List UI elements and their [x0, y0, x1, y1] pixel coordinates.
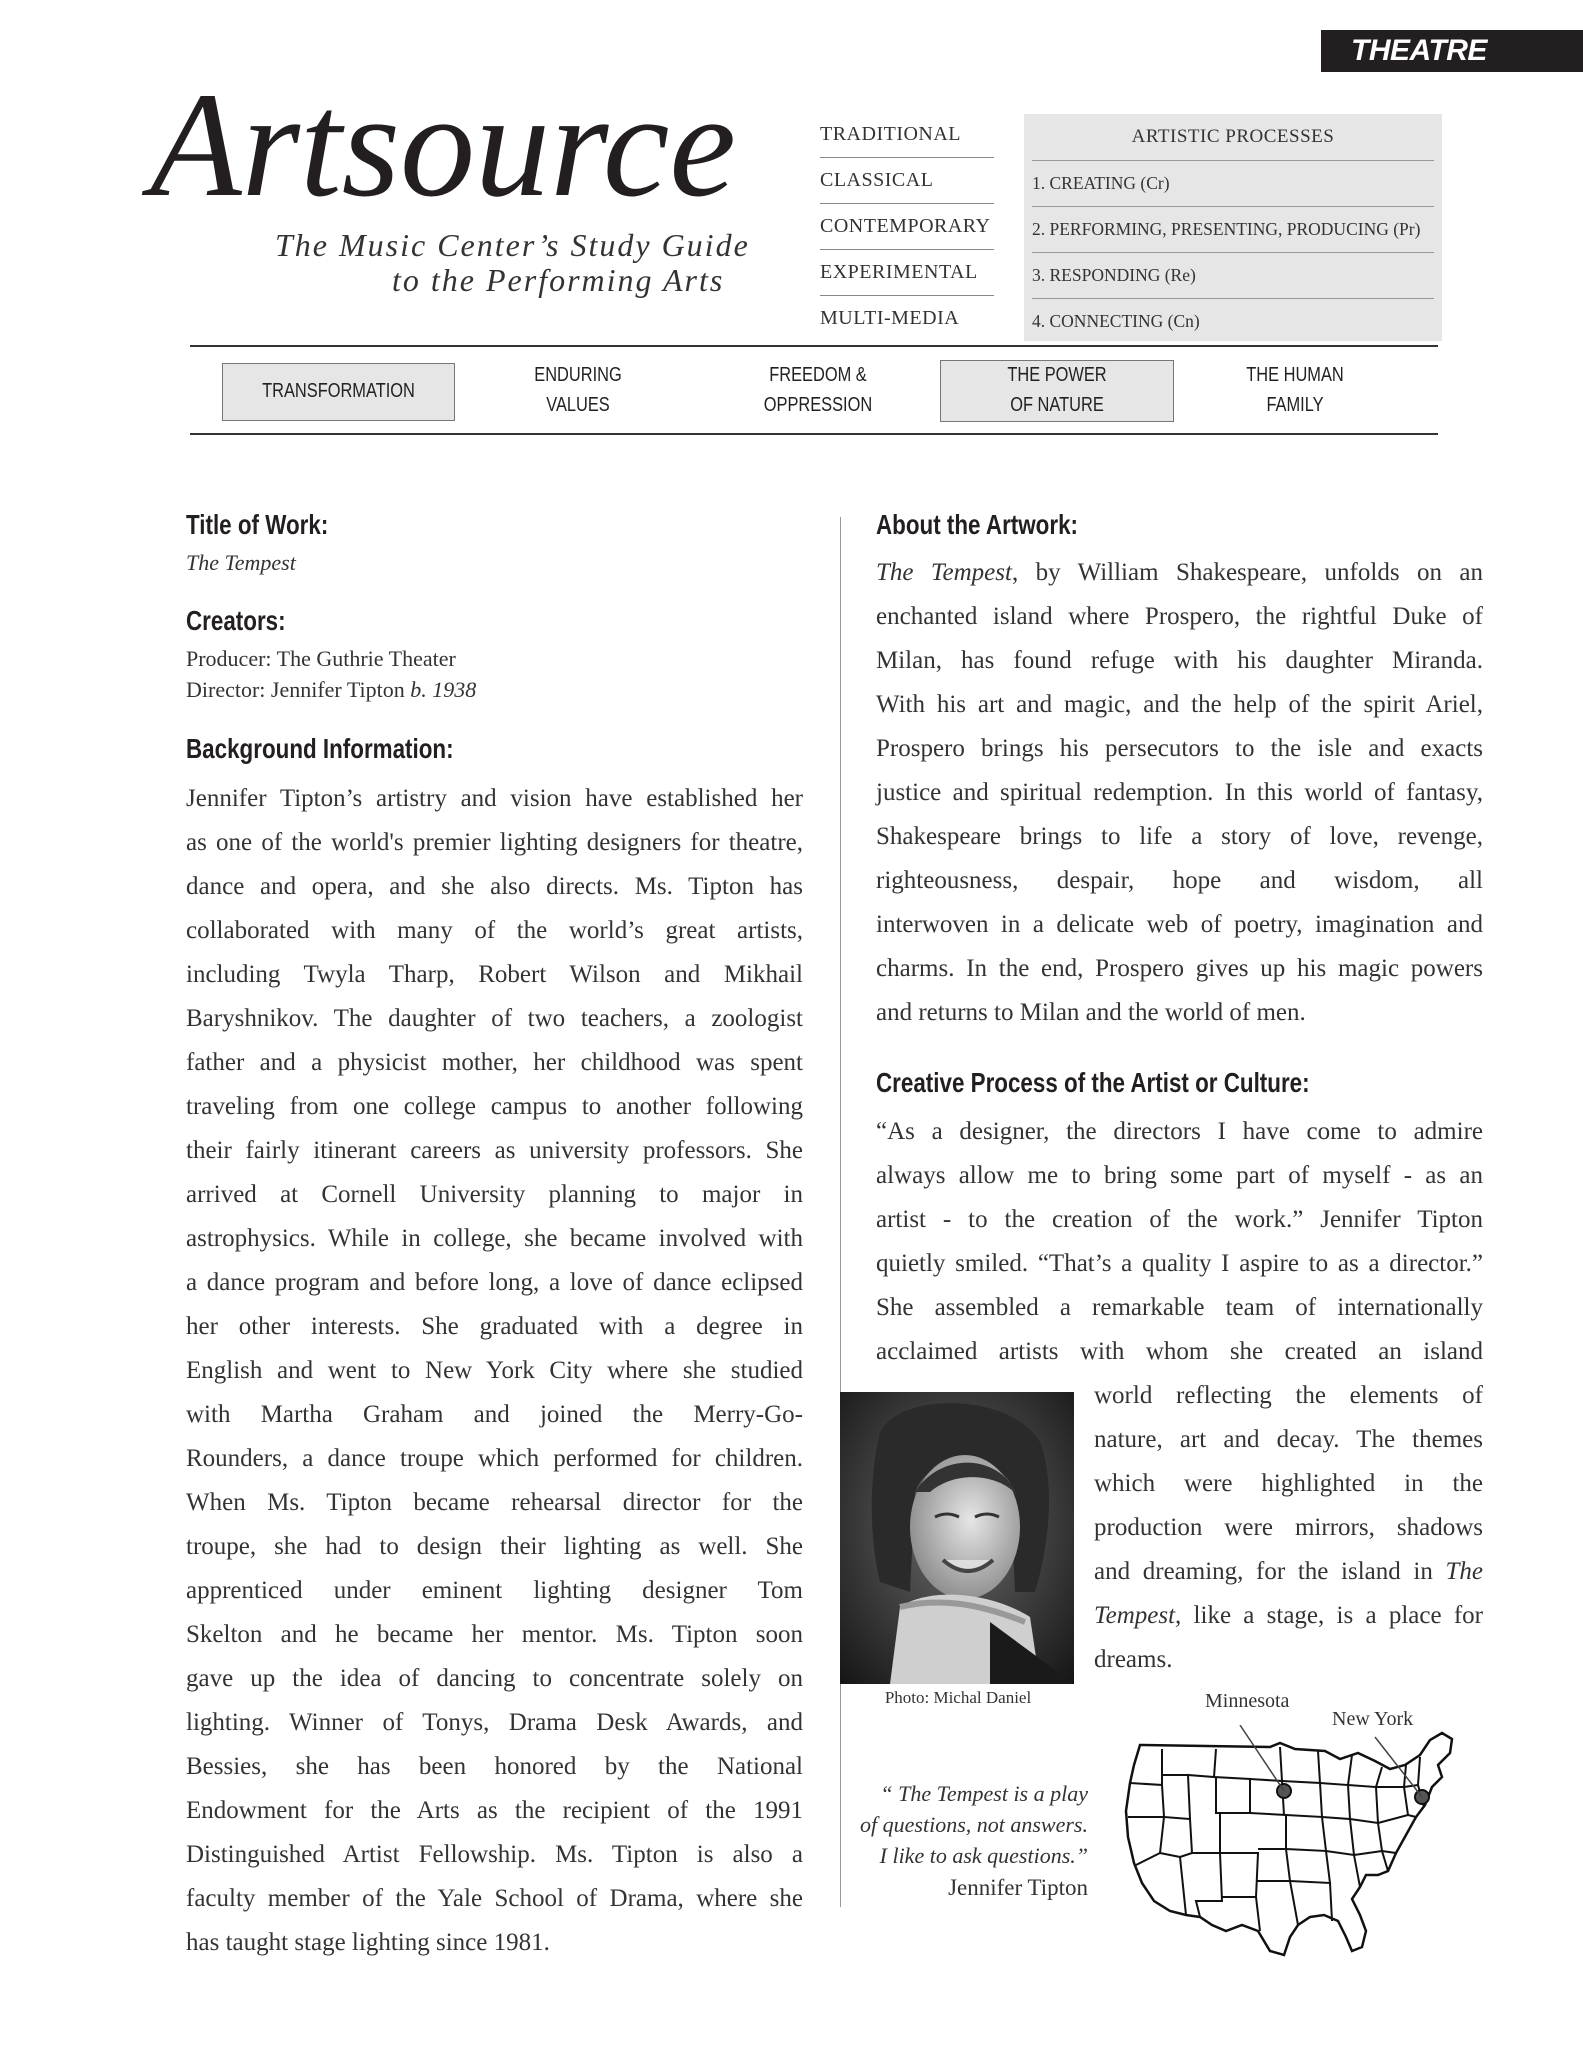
text-line: English and went to New York City where she studied: [186, 1357, 803, 1384]
text-line: their fairly itinerant careers as university professors. She: [186, 1137, 803, 1164]
style-classical: CLASSICAL: [820, 158, 994, 204]
text-line: Bessies, she has been honored by the National: [186, 1753, 803, 1780]
theme-line: OPPRESSION: [763, 394, 873, 416]
creative-line: nature, art and decay. The themes: [1094, 1426, 1483, 1453]
text-line: Jennifer Tipton’s artistry and vision have established her: [186, 785, 803, 812]
text-line: Milan, has found refuge with his daughter Miranda.: [876, 647, 1483, 674]
creative-line-pre: and dreaming, for the island in: [1094, 1558, 1433, 1585]
text-line: and returns to Milan and the world of men.: [876, 999, 1306, 1026]
creative-line: production were mirrors, shadows: [1094, 1514, 1483, 1541]
creative-process-heading: Creative Process of the Artist or Culture:: [876, 1067, 1310, 1098]
text-line: arrived at Cornell University planning to major in: [186, 1181, 803, 1208]
quote-author: Jennifer Tipton: [948, 1875, 1088, 1900]
text-line: astrophysics. While in college, she became involved with: [186, 1225, 803, 1252]
text-line: a dance program and before long, a love of dance eclipsed: [186, 1269, 803, 1296]
text-line: righteousness, despair, hope and wisdom, all: [876, 867, 1483, 894]
theme-line: FAMILY: [1266, 394, 1324, 416]
text-line: lighting. Winner of Tonys, Drama Desk Awards, and: [186, 1709, 803, 1736]
producer-line: Producer: The Guthrie Theater: [186, 646, 456, 671]
theme-line: THE POWER: [1007, 364, 1107, 386]
text-line: Prospero brings his persecutors to the isle and exacts: [876, 735, 1483, 762]
text-line: Distinguished Artist Fellowship. Ms. Tipton is also a: [186, 1841, 803, 1868]
text-line: charms. In the end, Prospero gives up his magic powers: [876, 955, 1483, 982]
about-artwork-heading: About the Artwork:: [876, 509, 1078, 540]
process-creating: 1. CREATING (Cr): [1032, 160, 1434, 207]
text-line: Baryshnikov. The daughter of two teachers, a zoologist: [186, 1005, 803, 1032]
theme-line: FREEDOM &: [769, 364, 867, 386]
logo-wordmark: Artsource: [150, 62, 737, 228]
theme-human-family: [1213, 360, 1377, 420]
theme-power-of-nature: [961, 360, 1153, 420]
creative-line: world reflecting the elements of: [1094, 1382, 1483, 1409]
creative-line-post: like a stage, is a place for: [1181, 1602, 1483, 1629]
director-name: Director: Jennifer Tipton: [186, 677, 405, 702]
text-line: collaborated with many of the world’s great artists,: [186, 917, 803, 944]
text-line: with Martha Graham and joined the Merry-Go-: [186, 1401, 803, 1428]
creative-process-text: [876, 1110, 1483, 1374]
map-label-minnesota: Minnesota: [1205, 1690, 1290, 1712]
creative-italic-2: Tempest,: [1094, 1602, 1182, 1629]
text-line: always allow me to bring some part of myself - as an: [876, 1162, 1483, 1189]
text-line: justice and spiritual redemption. In this world of fantasy,: [876, 779, 1483, 806]
style-traditional: TRADITIONAL: [820, 112, 994, 158]
creative-line: which were highlighted in the: [1094, 1470, 1483, 1497]
theme-line: VALUES: [546, 394, 610, 416]
director-line: [186, 674, 476, 706]
style-multi-media: MULTI-MEDIA: [820, 307, 960, 329]
creators-heading: Creators:: [186, 605, 286, 636]
title-of-work-heading: Title of Work:: [186, 509, 329, 540]
theme-line: ENDURING: [534, 364, 622, 386]
photo-credit: Photo: Michal Daniel: [884, 1688, 1032, 1707]
director-birth: b. 1938: [410, 677, 477, 702]
theme-bar-bottom-rule: [190, 433, 1438, 435]
text-line: gave up the idea of dancing to concentrate solely on: [186, 1665, 803, 1692]
pull-quote: [848, 1778, 1088, 1871]
artistic-processes-panel: [1024, 114, 1442, 341]
theme-transformation: TRANSFORMATION: [262, 380, 415, 402]
text-line: quietly smiled. “That’s a quality I aspire to as a director.”: [876, 1250, 1483, 1277]
theme-bar-top-rule: [190, 345, 1438, 347]
theme-line: OF NATURE: [1010, 394, 1104, 416]
portrait-photo: [840, 1392, 1074, 1684]
text-line: Endowment for the Arts as the recipient of the 1991: [186, 1797, 803, 1824]
text-line: her other interests. She graduated with a degree in: [186, 1313, 803, 1340]
creative-line: [1094, 1550, 1483, 1594]
background-heading: Background Information:: [186, 733, 454, 764]
text-line: faculty member of the Yale School of Drama, where she: [186, 1885, 803, 1912]
text-line: “As a designer, the directors I have come to admire: [876, 1118, 1483, 1145]
text-line: father and a physicist mother, her childhood was spent: [186, 1049, 803, 1076]
text-line: Skelton and he became her mentor. Ms. Tipton soon: [186, 1621, 803, 1648]
title-of-work-value: The Tempest: [186, 550, 296, 575]
style-experimental: EXPERIMENTAL: [820, 250, 994, 296]
text-line: When Ms. Tipton became rehearsal director for the: [186, 1489, 803, 1516]
text-line: including Twyla Tharp, Robert Wilson and Mikhail: [186, 961, 803, 988]
text-line: She assembled a remarkable team of internationally: [876, 1294, 1483, 1321]
theme-line: THE HUMAN: [1246, 364, 1344, 386]
section-tab: THEATRE: [1321, 30, 1583, 72]
process-connecting: 4. CONNECTING (Cn): [1032, 311, 1200, 331]
creative-line: dreams.: [1094, 1646, 1173, 1673]
process-performing: 2. PERFORMING, PRESENTING, PRODUCING (Pr): [1032, 206, 1434, 253]
about-artwork-text: [876, 551, 1483, 1035]
creative-italic-1: The: [1445, 1558, 1483, 1585]
quote-line: of questions, not answers.: [860, 1812, 1088, 1837]
text-line: apprenticed under eminent lighting designer Tom: [186, 1577, 803, 1604]
work-title-italic: The Tempest: [876, 559, 1012, 586]
creative-line: [1094, 1594, 1483, 1638]
quote-line: I like to ask questions.”: [879, 1843, 1088, 1868]
text-line: as one of the world's premier lighting designers for theatre,: [186, 829, 803, 856]
text-line: troupe, she had to design their lighting as well. She: [186, 1533, 803, 1560]
about-line: [876, 551, 1483, 595]
process-responding: 3. RESPONDING (Re): [1032, 252, 1434, 299]
text-line: Rounders, a dance troupe which performed for children.: [186, 1445, 803, 1472]
about-first-rest: , by William Shakespeare, unfolds on an: [1011, 559, 1483, 586]
text-line: artist - to the creation of the work.” Jennifer Tipton: [876, 1206, 1483, 1233]
style-contemporary: CONTEMPORARY: [820, 204, 994, 250]
text-line: interwoven in a delicate web of poetry, imagination and: [876, 911, 1483, 938]
theme-enduring-values: [496, 360, 660, 420]
background-text: [186, 777, 803, 1965]
artistic-processes-title: ARTISTIC PROCESSES: [1032, 114, 1434, 161]
text-line: With his art and magic, and the help of the spirit Ariel,: [876, 691, 1483, 718]
text-line: traveling from one college campus to another following: [186, 1093, 803, 1120]
subtitle-line-1: The Music Center’s Study Guide: [275, 227, 750, 263]
text-line: dance and opera, and she also directs. Ms. Tipton has: [186, 873, 803, 900]
quote-line: “ The Tempest is a play: [880, 1781, 1088, 1806]
text-line: Shakespeare brings to life a story of love, revenge,: [876, 823, 1483, 850]
column-divider: [840, 517, 841, 1907]
subtitle-line-2: to the Performing Arts: [392, 262, 725, 298]
text-line: enchanted island where Prospero, the rightful Duke of: [876, 603, 1483, 630]
us-map: [1120, 1725, 1480, 1975]
text-line: has taught stage lighting since 1981.: [186, 1929, 550, 1956]
text-line: acclaimed artists with whom she created an island: [876, 1338, 1483, 1365]
theme-freedom-oppression: [736, 360, 900, 420]
map-label-new-york: New York: [1332, 1708, 1414, 1730]
